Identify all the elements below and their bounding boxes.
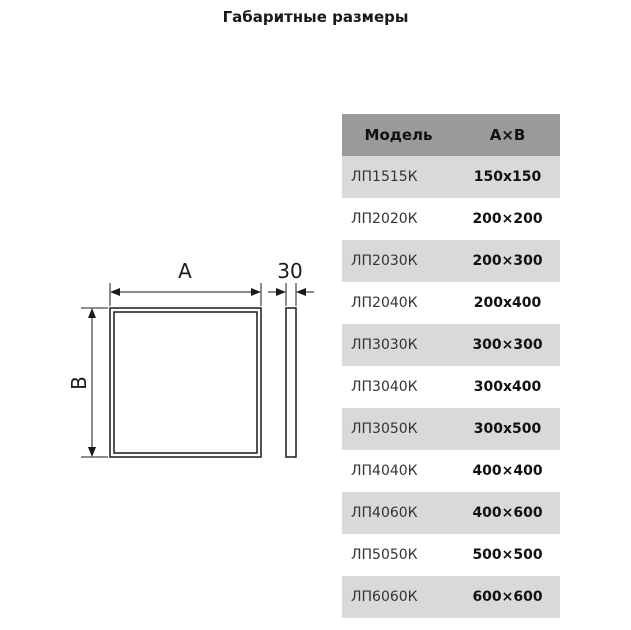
size-cell: 600×600 (455, 576, 560, 618)
table-row (342, 576, 560, 618)
model-cell: ЛП2040К (351, 295, 418, 311)
size-cell: 300x400 (473, 379, 542, 395)
frame-side-view (286, 308, 296, 457)
size-cell: 400×600 (455, 492, 560, 534)
size-cell: 300×300 (455, 324, 560, 366)
table-row (342, 282, 560, 324)
header-model: Модель (342, 114, 455, 156)
table-row (342, 198, 560, 240)
frame-outer (110, 308, 261, 457)
table-row (342, 492, 560, 534)
model-cell: ЛП2030К (342, 240, 455, 282)
dimension-label-height: B (67, 376, 91, 390)
model-cell: ЛП3040К (351, 379, 418, 395)
model-cell: ЛП3050К (342, 408, 455, 450)
dimension-label-depth: 30 (277, 259, 303, 283)
size-cell: 200x400 (473, 295, 542, 311)
table-row (342, 366, 560, 408)
dimension-label-width: A (178, 259, 192, 283)
model-cell: ЛП3030К (342, 324, 455, 366)
table-row (342, 408, 560, 450)
size-cell: 300x500 (455, 408, 560, 450)
size-cell: 200×300 (455, 240, 560, 282)
size-cell: 200×200 (472, 211, 543, 227)
header-size: A×B (455, 114, 560, 156)
size-table (342, 114, 560, 618)
size-cell: 150x150 (455, 156, 560, 198)
size-cell: 500×500 (472, 547, 543, 563)
model-cell: ЛП6060К (342, 576, 455, 618)
table-header-row (342, 114, 560, 156)
table-row (342, 534, 560, 576)
model-cell: ЛП1515К (342, 156, 455, 198)
model-cell: ЛП5050К (351, 547, 418, 563)
size-cell: 400×400 (472, 463, 543, 479)
model-cell: ЛП2020К (351, 211, 418, 227)
page-title: Габаритные размеры (222, 8, 409, 26)
table-row (342, 450, 560, 492)
frame-inner (114, 312, 257, 453)
model-cell: ЛП4040К (351, 463, 418, 479)
table-row (342, 240, 560, 282)
model-cell: ЛП4060К (342, 492, 455, 534)
table-row (342, 156, 560, 198)
table-row (342, 324, 560, 366)
